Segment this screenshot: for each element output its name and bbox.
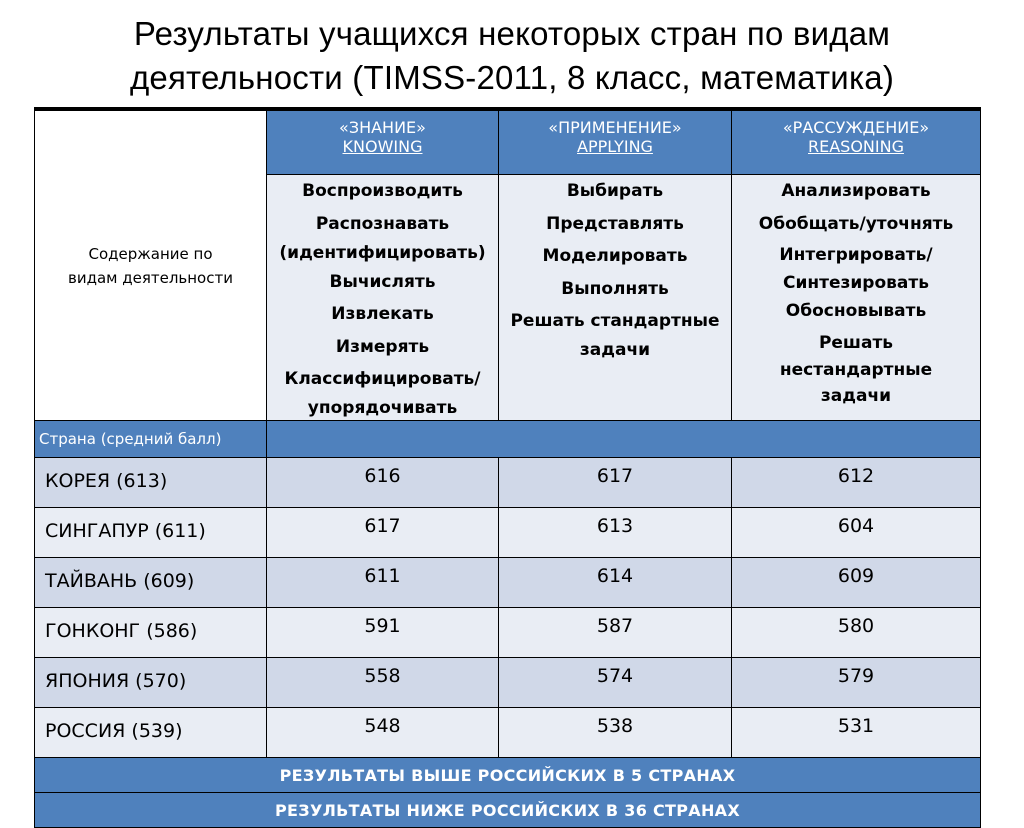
activity-item: задачи: [579, 339, 651, 360]
footer-row-below: [35, 793, 981, 828]
reasoning-score: 612: [732, 458, 981, 508]
knowing-score: 616: [267, 458, 499, 508]
knowing-score: 591: [267, 608, 499, 658]
column-header-en: REASONING: [808, 137, 904, 156]
activity-item: Моделировать: [542, 246, 688, 266]
activity-item: Распознавать: [315, 213, 450, 234]
knowing-score: 558: [267, 658, 499, 708]
country-cell: КОРЕЯ (613): [35, 458, 267, 508]
page-title: [0, 12, 1024, 100]
activity-item: Выполнять: [561, 278, 669, 299]
activity-item: Интегрировать/: [779, 245, 933, 265]
activity-item: Воспроизводить: [302, 181, 463, 201]
country-cell: РОССИЯ (539): [35, 708, 267, 758]
country-cell: ЯПОНИЯ (570): [35, 658, 267, 708]
table-row: [35, 558, 981, 608]
column-header-ru: «ПРИМЕНЕНИЕ»: [548, 118, 682, 137]
corner-label-line-1: Содержание по: [88, 244, 213, 263]
country-cell: ТАЙВАНЬ (609): [35, 558, 267, 608]
knowing-score: 548: [267, 708, 499, 758]
footer-below-text: РЕЗУЛЬТАТЫ НИЖЕ РОССИЙСКИХ В 36 СТРАНАХ: [35, 793, 981, 828]
knowing-score: 611: [267, 558, 499, 608]
applying-score: 614: [499, 558, 732, 608]
column-header-reasoning: [732, 109, 981, 175]
activity-item: Обобщать/уточнять: [758, 213, 954, 234]
corner-cell: [35, 109, 267, 421]
activities-reasoning: [732, 175, 981, 421]
activity-item: Вычислять: [329, 271, 436, 292]
activity-item: Измерять: [335, 336, 430, 357]
activity-item: Решать: [818, 332, 894, 353]
activity-item: Синтезировать: [783, 273, 929, 293]
country-header-row: [35, 421, 981, 458]
activity-item: Представлять: [546, 213, 684, 234]
activity-item: Извлекать: [331, 304, 434, 324]
activity-item: нестандартные: [779, 359, 933, 380]
reasoning-score: 579: [732, 658, 981, 708]
applying-score: 574: [499, 658, 732, 708]
column-header-en: APPLYING: [577, 137, 653, 156]
results-table: [34, 107, 981, 828]
title-line-2: деятельности (TIMSS-2011, 8 класс, математика): [129, 59, 895, 96]
table-row: [35, 458, 981, 508]
applying-score: 538: [499, 708, 732, 758]
country-cell: СИНГАПУР (611): [35, 508, 267, 558]
header-row: [35, 109, 981, 175]
column-header-applying: [499, 109, 732, 175]
column-header-ru: «ЗНАНИЕ»: [339, 118, 426, 137]
reasoning-score: 609: [732, 558, 981, 608]
knowing-score: 617: [267, 508, 499, 558]
country-header-fill: [267, 421, 981, 458]
reasoning-score: 580: [732, 608, 981, 658]
activity-item: Классифицировать/: [284, 369, 481, 389]
corner-label-line-2: видам деятельности: [68, 268, 233, 287]
column-header-knowing: [267, 109, 499, 175]
applying-score: 617: [499, 458, 732, 508]
activity-item: упорядочивать: [307, 397, 458, 418]
column-header-en: KNOWING: [342, 137, 423, 156]
table-row: [35, 608, 981, 658]
activity-item: Обосновывать: [785, 301, 927, 321]
activities-applying: [499, 175, 732, 421]
table-row: [35, 708, 981, 758]
table-row: [35, 658, 981, 708]
title-line-1: Результаты учащихся некоторых стран по видам: [133, 15, 891, 52]
applying-score: 587: [499, 608, 732, 658]
activity-item: Решать стандартные: [510, 311, 720, 331]
activities-knowing: [267, 175, 499, 421]
activity-item: Выбирать: [566, 181, 664, 201]
table-row: [35, 508, 981, 558]
country-cell: ГОНКОНГ (586): [35, 608, 267, 658]
activity-item: (идентифицировать): [279, 242, 486, 263]
results-table-wrapper: [34, 107, 980, 828]
reasoning-score: 531: [732, 708, 981, 758]
reasoning-score: 604: [732, 508, 981, 558]
footer-row-above: [35, 758, 981, 793]
footer-above-text: РЕЗУЛЬТАТЫ ВЫШЕ РОССИЙСКИХ В 5 СТРАНАХ: [35, 758, 981, 793]
activity-item: задачи: [820, 385, 892, 406]
activity-item: Анализировать: [781, 181, 931, 201]
country-header-label: Страна (средний балл): [35, 421, 267, 458]
applying-score: 613: [499, 508, 732, 558]
column-header-ru: «РАССУЖДЕНИЕ»: [782, 118, 930, 137]
